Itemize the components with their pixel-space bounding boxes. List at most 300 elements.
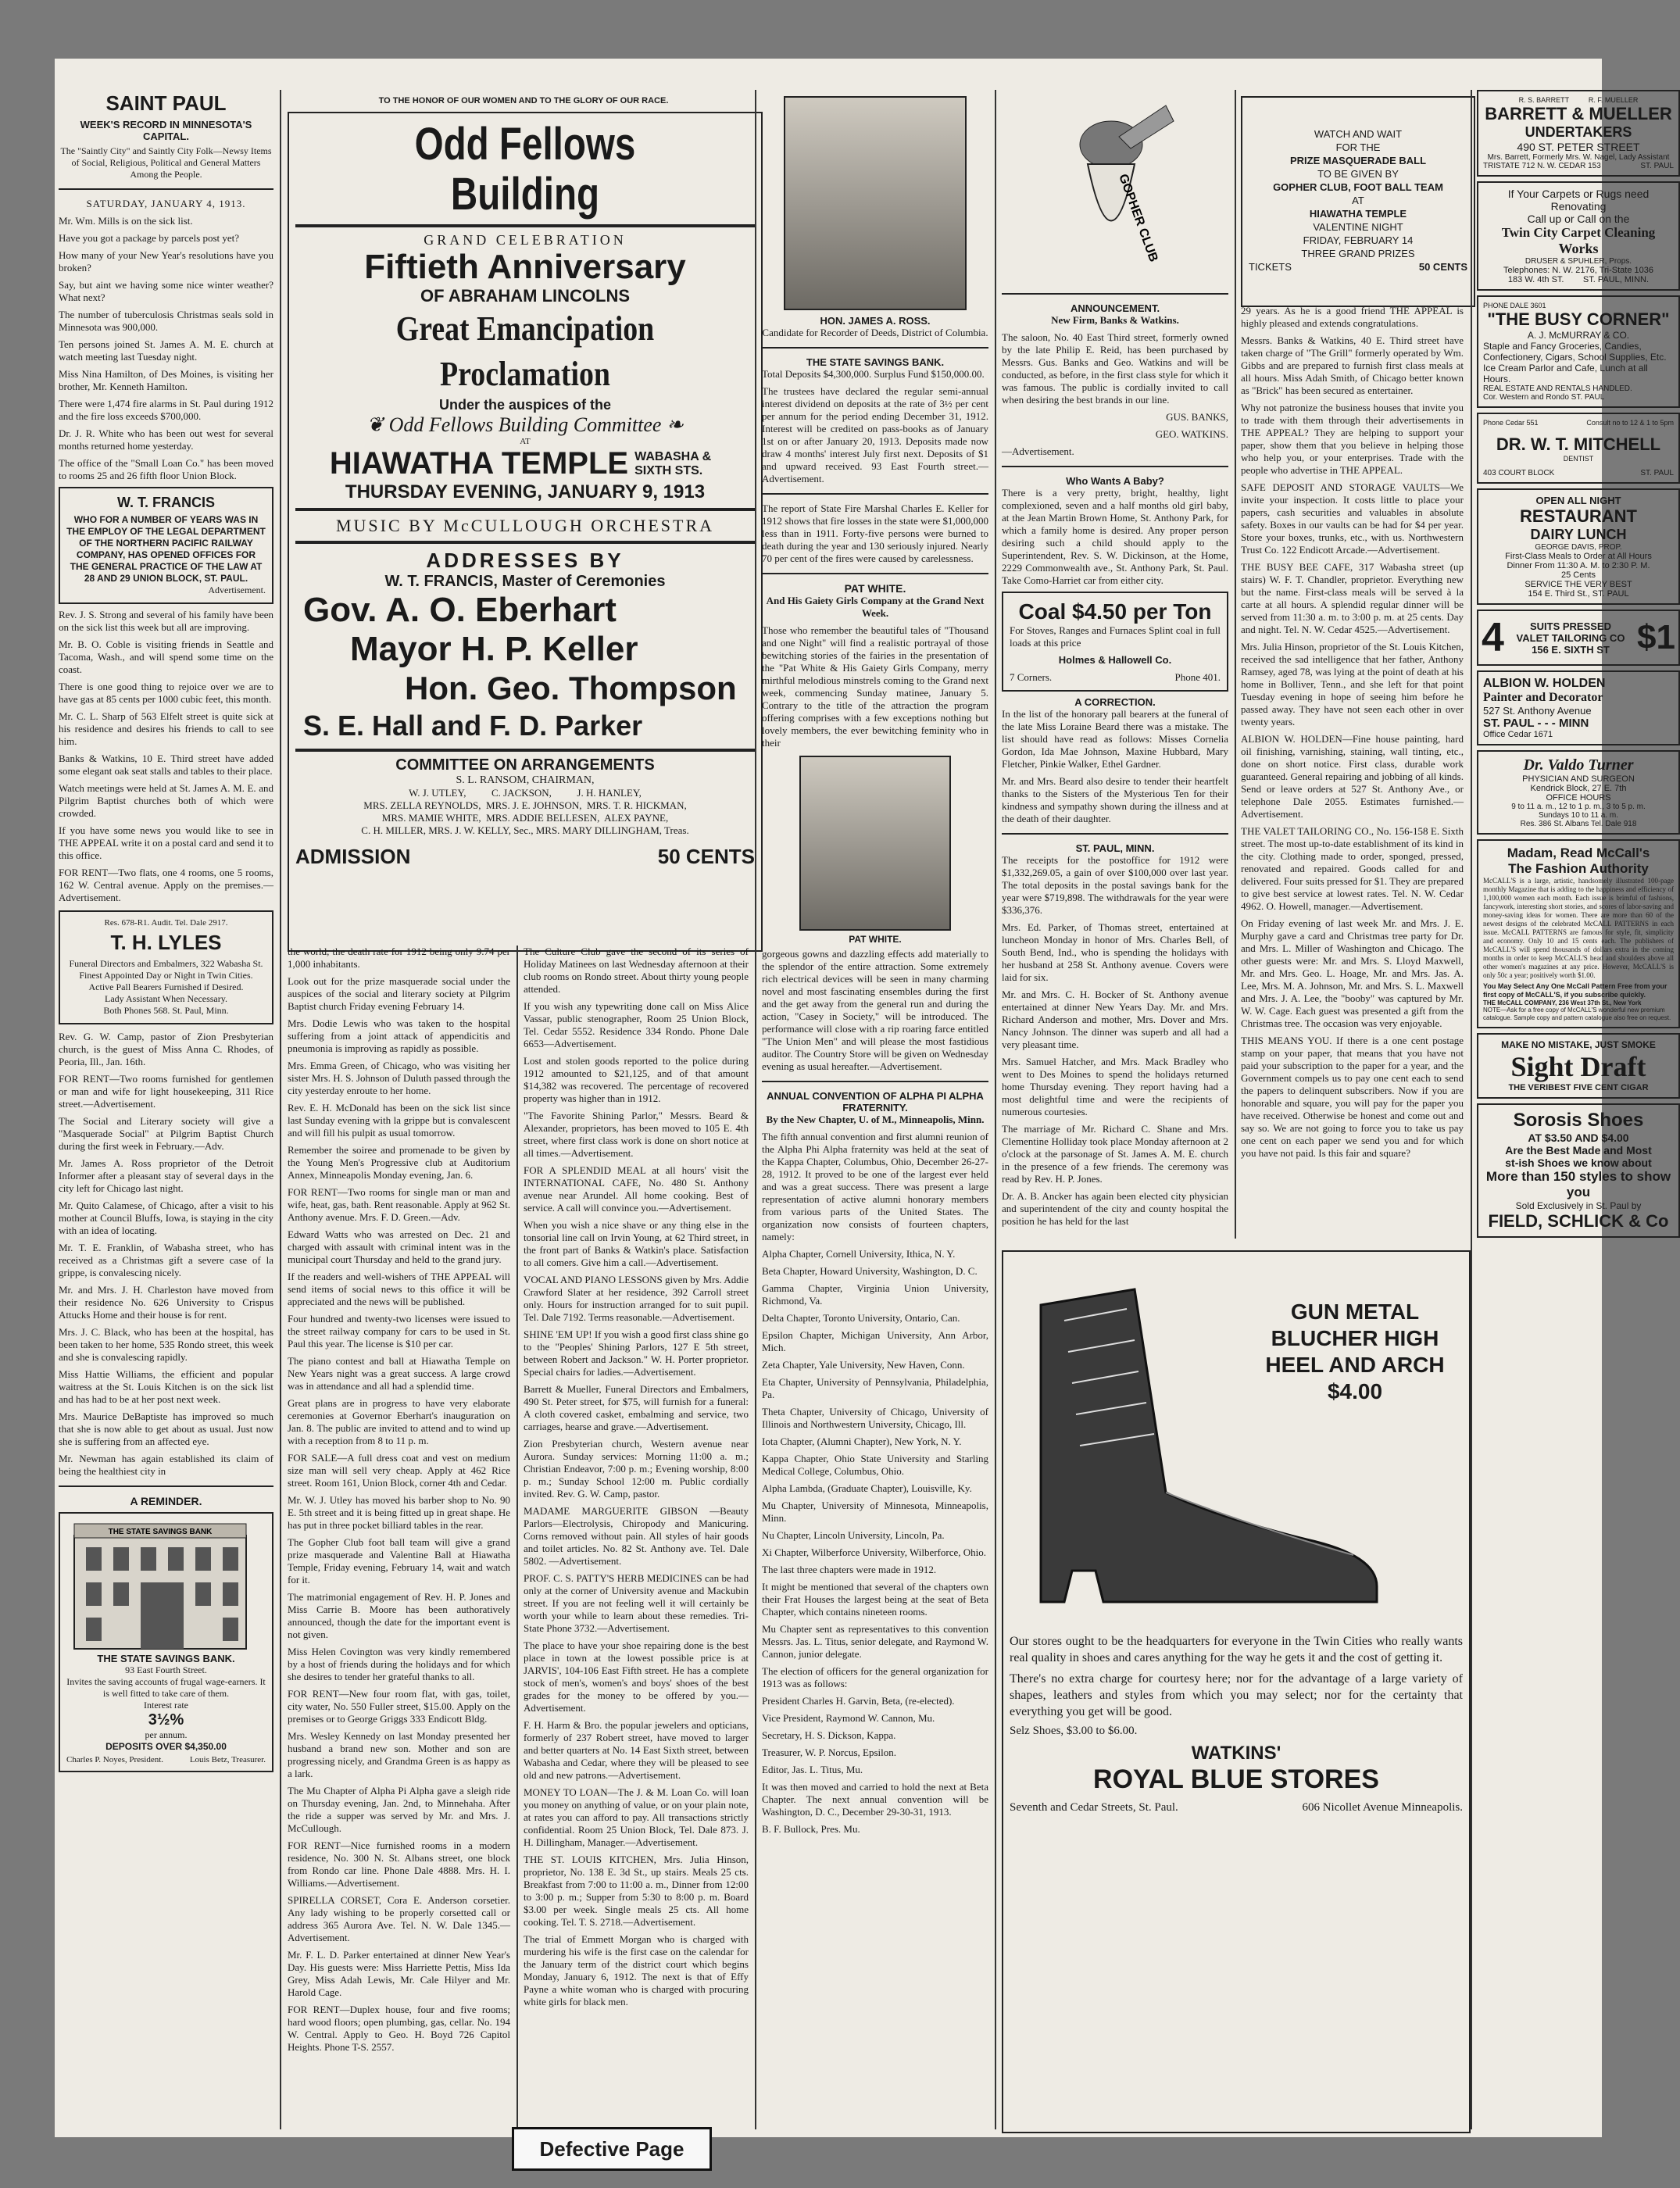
alpha-paragraph: Xi Chapter, Wilberforce University, Wilberforce, Ohio. — [762, 1546, 986, 1558]
valet-line2: VALET TAILORING CO — [1516, 631, 1625, 644]
turner-sub: PHYSICIAN AND SURGEON — [1522, 774, 1635, 784]
holden-sub: Painter and Decorator — [1483, 691, 1603, 704]
fire-report: The report of State Fire Marshal Charles E. Keller for 1912 shows that fire losses in the state were $1,000,000 less than in 1911. Forty-five persons were burned to death during the year and 130 seriously injured. Nearly 70 per cent of the fires were caused by carelessness. — [762, 502, 988, 564]
stpaul-paragraph: Dr. A. B. Ancker has again been elected city physician and superintendent of the city and county hospital the position he has held for the last — [1002, 1190, 1228, 1227]
sorosis-line7: FIELD, SCHLICK & Co — [1488, 1211, 1669, 1231]
bank-invite: Invites the saving accounts of frugal wage-earners. It is well fitted to take care of them. — [66, 1676, 266, 1699]
news-paragraph: PROF. C. S. PATTY'S HERB MEDICINES can be had only at the corner of University avenue and Mackubin street. If you are not feeling well it will certainly be worth your while to learn about these remedies. Tri-State Phone 3732.—Advertisement. — [524, 1572, 749, 1634]
mitchell-sub: DENTIST — [1563, 455, 1594, 463]
carpet-line5: Works — [1558, 241, 1599, 256]
news-paragraph: How many of your New Year's resolutions have you broken? — [59, 249, 273, 274]
alpha-paragraph: The election of officers for the general organization for 1913 was as follows: — [762, 1665, 988, 1689]
mccall-note: NOTE—Ask for a free copy of McCALL'S wonderful new premium catalogue. Sample copy and pattern catalogue also free on request. — [1483, 1006, 1671, 1021]
watch-line3: PRIZE MASQUERADE BALL — [1289, 155, 1427, 166]
odd-fellows-ad — [288, 112, 763, 952]
speaker-governor: Gov. A. O. Eberhart — [303, 591, 617, 629]
corner-phone: PHONE DALE 3601 — [1483, 302, 1546, 309]
news-paragraph: On Friday evening of last week Mr. and Mrs. J. E. Murphy gave a card and Christmas tree party for Dr. and Mrs. L. Miller of Washington and Chicago. The other guests were: Mr. and Mrs. S. Lloyd Maxwell, Mr. and Mrs. Geo. L. Hoage, Mr. and Mrs. Jas. A. Lee, Mrs. M. A. Johnson, Mr. and Mrs. S. L. Maxwell and Mrs. J. A. Lee, the "booby" was captured by Mr. W. W. Cage. Each guest was presented a gift from the Christmas tree. The occasion was very enjoyable. — [1241, 917, 1464, 1029]
watch-line7: HIAWATHA TEMPLE — [1309, 208, 1407, 220]
news-items-2 — [59, 609, 273, 904]
sorosis-line5: More than 150 styles to show you — [1485, 1169, 1671, 1199]
draft-line2: Sight Draft — [1510, 1051, 1646, 1082]
bank-notice — [762, 368, 988, 485]
alpha-paragraph: Vice President, Raymond W. Cannon, Mu. — [762, 1712, 935, 1724]
francis-name: W. T. FRANCIS — [117, 495, 215, 510]
news-paragraph: When you wish a nice shave or any thing else in the tonsorial line call on Irvin Young, at 62 Third street, in the front part of Banks & Watkin's place. Satisfaction to all comers. Give him a call.—Advertisement. — [524, 1219, 749, 1268]
shoe-body: Our stores ought to be the headquarters for everyone in the Twin Cities who really wants real quality in shoes and cares anything for the way he gets it and the cost of getting it. — [1010, 1635, 1463, 1664]
restaurant-line6: Dinner From 11:30 A. M. to 2:30 P. M. — [1507, 561, 1650, 570]
shoe-body-2: There's no extra charge for courtesy here; nor for the advantage of a large variety of shapes, leathers and styles from which you may select; nor for the certainty that everything you get will be good. — [1010, 1672, 1463, 1718]
news-paragraph: The Culture Club gave the second of its series of Holiday Matinees on last Wednesday afternoon at their club rooms on Rondo street. About thirty young people attended. — [524, 946, 749, 995]
lyles-line3: Active Pall Bearers Furnished if Desired. — [88, 981, 244, 992]
mccall-body: McCALL'S is a large, artistic, handsomely illustrated 100-page monthly Magazine that is adding to the happiness and efficiency of 1,100,000 women each month. Each issue is brimful of fashions, fancywork, interesting short stories, and scores of labor-saving and money-saving ideas for women. There are more than 60 of the newest designs of the celebrated McCALL PATTERNS in each issue. McCALL PATTERNS are famous for style, fit, simplicity and economy. Only 10 and 15 cents each. The publishers of McCALL'S will spend thousands of dollars extra in the coming months in order to keep McCALL'S head and shoulders above all other women's magazines at any price. However, McCALL'S is only 50c a year; positively worth $1.00. — [1483, 877, 1674, 979]
stpaul-paragraph: The receipts for the postoffice for 1912 were $1,332,269.05, a gain of over $100,000 over last year. The total deposits in the postal savings bank for the year were $719,898. The withdrawals for the year were $336,376. — [1002, 854, 1228, 916]
mitchell-name: DR. W. T. MITCHELL — [1496, 434, 1661, 454]
news-paragraph: "The Favorite Shining Parlor," Messrs. Beard & Alexander, proprietors, has been moved to 105 E. 4th street, where first class work is done on short notice at all times.—Advertisement. — [524, 1110, 749, 1159]
shoe-headline-line2: BLUCHER HIGH — [1271, 1326, 1439, 1350]
mccall-free: You May Select Any One McCall Pattern Free from your first copy of McCALL'S, if you subscribe quickly. — [1483, 982, 1667, 999]
watch-line8: VALENTINE NIGHT — [1313, 221, 1403, 233]
lyles-ad — [59, 910, 273, 1024]
pat-white-para: Those who remember the beautiful tales of "Thousand and one Night" will find a realistic portrayal of those bewitching stories of the fairies in the presentation of the "Pat White & His Gaiety Girls Company, merry mirthful melodious minstrels coming to the Grand next week, commencing Sunday matinee, January 5. Contrary to the title of the attraction the program offering comprises with a few exceptions nothing but lovely members, the ever bewitching feminity who in their — [762, 624, 988, 749]
baby-para: There is a very pretty, bright, healthy, light complexioned, seven and a half months old girl baby, at the Jean Martin Brown Home, St. Anthony Park, for which a family home is desired. Any proper person desiring such a child should apply to the Superintendent, Rev. S. W. Dickinson, at the Home, 2229 Commonwealth ave., St. Anthony Park, St. Paul. Take Como-Harriet car from either city. — [1002, 487, 1228, 586]
bank-paragraph: The trustees have declared the regular semi-annual interest dividend on deposits at the rate of 3½ per cent per annum for the period ending December 31, 1912. Interest will be credited on pass-books as of January 1st on or after January 20, 1913. Deposits made now draw 4 months' interest July first next. Deposits of $1 and upward received. 93 East Fourth street.—Advertisement. — [762, 385, 988, 484]
shoe-store: ROYAL BLUE STORES — [1093, 1764, 1379, 1794]
mitchell-phone: Phone Cedar 551 — [1483, 419, 1539, 427]
watch-tickets: TICKETS — [1249, 261, 1292, 273]
news-paragraph: Mr. and Mrs. J. H. Charleston have moved from their residence No. 626 University to Crispus Attucks Home and their house is for rent. — [59, 1284, 273, 1321]
news-paragraph: The place to have your shoe repairing done is the best place in town at the lowest possible price is at JARVIS', 104-106 East Fifth street. He has a complete stock of men's, women's and boys' shoes of the best grades for the money to be offered by you.—Advertisement. — [524, 1639, 749, 1714]
news-paragraph: the world, the death rate for 1912 being only 9.74 per 1,000 inhabitants. — [288, 946, 510, 970]
carpet-line2: Renovating — [1550, 200, 1607, 213]
news-paragraph: Miss Helen Covington was very kindly remembered by a host of friends during the holidays and for which she desires to tender her grateful thanks to all. — [288, 1646, 510, 1682]
news-paragraph: THIS MEANS YOU. If there is a one cent postage stamp on your paper, that means that you have not paid your subscription to the paper for a year, and the Government compels us to pay one cent each to send the papers to delinquent subscribers. Now if you are honorable and square, you will pay for the paper you have received. Otherwise be honest and come out and say so. We are not going to force you to take us pay one cent on each paper we send you and for which you have not paid. Is this fair and square? — [1241, 1035, 1464, 1159]
news-paragraph: SPIRELLA CORSET, Cora E. Anderson corsetier. Any lady wishing to be properly corsetted call or address 365 Aurora Ave. Tel. N. W. Dale 1345.—Advertisement. — [288, 1894, 510, 1943]
committee-chair: S. L. RANSOM, CHAIRMAN, — [456, 774, 595, 786]
bank-deposits: DEPOSITS OVER $4,350.00 — [105, 1741, 227, 1752]
column-saint-paul — [59, 90, 273, 2129]
news-paragraph: Mr. T. E. Franklin, of Wabasha street, who has received as a Christmas gift a severe case of la grippe, is convalescing nicely. — [59, 1242, 273, 1278]
news-paragraph: If you wish any typewriting done call on Miss Alice Vassar, public stenographer, Room 25 Union Block, Tel. Cedar 5552. Residence 334 Rondo. Phone Dale 6653—Advertisement. — [524, 1000, 749, 1049]
mccall-ad — [1477, 839, 1680, 1028]
column-news-2a — [288, 946, 510, 2137]
turner-ad — [1477, 750, 1680, 835]
alpha-paragraph: Epsilon Chapter, Michigan University, Ann Arbor, Mich. — [762, 1329, 988, 1353]
sorosis-line3: Are the Best Made and Most — [1505, 1144, 1652, 1157]
coal-phone: Phone 401. — [1174, 671, 1221, 683]
pat-white-head: PAT WHITE. — [844, 582, 906, 595]
news-items-3 — [59, 1031, 273, 1478]
watch-line5: GOPHER CLUB, FOOT BALL TEAM — [1273, 181, 1443, 193]
news-paragraph: The Social and Literary society will give a "Masquerade Social" at Pilgrim Baptist Church during the first week in February.—Adv. — [59, 1115, 273, 1152]
masthead: SAINT PAUL — [105, 91, 227, 115]
alpha-paragraph: Delta Chapter, Toronto University, Ontario, Can. — [762, 1312, 960, 1324]
barrett-title: BARRETT & MUELLER — [1485, 104, 1672, 123]
barrett-city: ST. PAUL — [1640, 162, 1674, 170]
news-paragraph: FOR RENT—Two rooms furnished for gentlemen or man and wife for light housekeeping, 311 Rice street.—Advertisement. — [59, 1073, 273, 1110]
correction-para: In the list of the honorary pall bearers at the funeral of the late Miss Loraine Beard there was a mistake. The list should have read as follows: Misses Cornelia Gordon, Ida Mae Johnson, Maxine Hubbard, Mary Fletcher, Pinkie Walker, Ethel Gardner. — [1002, 708, 1228, 770]
watch-price: 50 CENTS — [1418, 261, 1467, 273]
news-paragraph: There is one good thing to rejoice over we are to have gas at 85 cents per 1000 cubic feet, this month. — [59, 681, 273, 705]
committee-members-1: W. J. UTLEY, C. JACKSON, J. H. HANLEY, — [409, 787, 642, 799]
watch-line2: FOR THE — [1335, 141, 1381, 153]
alpha-sub: By the New Chapter, U. of M., Minneapolis, Minn. — [766, 1114, 985, 1125]
alpha-paragraph: Alpha Lambda, (Graduate Chapter), Louisville, Ky. — [762, 1482, 972, 1494]
alpha-paragraph: Treasurer, W. P. Norcus, Epsilon. — [762, 1746, 896, 1758]
news-paragraph: Watch meetings were held at St. James A. M. E. and Pilgrim Baptist churches both of which were crowded. — [59, 782, 273, 819]
watch-line4: TO BE GIVEN BY — [1317, 168, 1399, 180]
news-paragraph: The Mu Chapter of Alpha Pi Alpha gave a sleigh ride on Thursday evening, Jan. 2nd, to Minnehaha. After the ride a supper was served by Mr. and Mrs. J. McCullough. — [288, 1785, 510, 1834]
draft-line3: THE VERIBEST FIVE CENT CIGAR — [1508, 1083, 1649, 1092]
bank-rate: 3½% — [148, 1711, 184, 1729]
pat-white-photo-caption: PAT WHITE. — [849, 934, 902, 945]
coal-sub: For Stoves, Ranges and Furnaces Splint coal in full loads at this price — [1010, 624, 1221, 649]
holden-ad — [1477, 670, 1680, 745]
news-paragraph: FOR RENT—Two flats, one 4 rooms, one 5 rooms, 162 W. Central avenue. Apply on the premises.—Advertisement. — [59, 867, 273, 903]
gopher-club-illustration — [1002, 90, 1221, 285]
news-paragraph: 29 years. As he is a good friend THE APPEAL is highly pleased and extends congratulations. — [1241, 305, 1464, 329]
alpha-paragraph: Secretary, H. S. Dickson, Kappa. — [762, 1729, 896, 1741]
shoe-headline-line1: GUN METAL — [1290, 1300, 1420, 1324]
news-paragraph: THE BUSY BEE CAFE, 317 Wabasha street (up stairs) W. F. T. Chandler, proprietor. Everything new but the name. First-class meals will be served à la carte at all hours. A splendid regular dinner will be served from 11:30 a. m. to 3:00 p. m. at 25 cents. Day and night. Tel. N. W. Cedar 4525.—Advertisement. — [1241, 561, 1464, 635]
lyles-line2: Finest Appointed Day or Night in Twin Cities. — [79, 970, 253, 981]
alpha-paragraph: Eta Chapter, University of Pennsylvania, Philadelphia, Pa. — [762, 1376, 988, 1400]
great-emancipation: Great Emancipation Proclamation — [395, 309, 655, 393]
bank-signature-treasurer: Louis Betz, Treasurer. — [189, 1755, 266, 1764]
tagline: The "Saintly City" and Saintly City Folk—Newsy Items of Social, Religious, Political and General Matters Among the People. — [60, 145, 272, 180]
news-paragraph: If you have some news you would like to see in THE APPEAL write it on a postal card and send it to this office. — [59, 824, 273, 861]
corner-line3: REAL ESTATE AND RENTALS HANDLED. — [1483, 384, 1632, 393]
coal-ad — [1002, 592, 1228, 692]
turner-line1: OFFICE HOURS — [1546, 793, 1611, 803]
barrett-mueller-ad — [1477, 90, 1680, 177]
alpha-paragraph: The last three chapters were made in 1912. — [762, 1564, 937, 1575]
news-paragraph: FOR A SPLENDID MEAL at all hours' visit the INTERNATIONAL CAFE, No. 480 St. Anthony avenue near Arundel. All home cooking. Best of service. A call will convince you.—Advertisement. — [524, 1164, 749, 1214]
column-ads — [1477, 90, 1680, 2129]
alpha-paragraph: Mu Chapter, University of Minnesota, Minneapolis, Minn. — [762, 1500, 988, 1524]
pat-white-photo — [799, 756, 951, 931]
news-paragraph: SAFE DEPOSIT AND STORAGE VAULTS—We invite your inspection. It costs little to place your papers, cash securities and valuables in absolute safety. Boxes in our vaults can be had for $4 per year. Store your boxes, trunks, etc., with us. Northwestern Trust Co. 122 Endicott Arcade.—Advertisement. — [1241, 481, 1464, 556]
news-paragraph: The number of tuberculosis Christmas seals sold in Minnesota was 900,000. — [59, 309, 273, 333]
news-paragraph: F. H. Harm & Bro. the popular jewelers and opticians, formerly of 237 Robert street, have moved to larger and better quarters at No. 14 East Sixth street, between Wabasha and Cedar, where they will be pleased to see old and new patrons.—Advertisement. — [524, 1719, 749, 1781]
stpaul-paragraph: Mr. and Mrs. C. H. Bocker of St. Anthony avenue entertained at dinner New Years Day. Mr. and Mrs. Richard Anderson and mother, Mrs. Dover and Mrs. Nancy Johnson. The dinner was superb and all had a very pleasant time. — [1002, 989, 1228, 1050]
francis-adv: Advertisement. — [208, 585, 266, 595]
sorosis-ad — [1477, 1103, 1680, 1238]
news-paragraph: The trial of Emmett Morgan who is charged with murdering his wife is the first case on the calendar for the January term of the district court which begins Monday, January 6, 1912. The next is that of Effy Payne a white woman who is charged with procuring white girls for black men. — [524, 1933, 749, 2007]
coal-firm: Holmes & Hallowell Co. — [1058, 654, 1172, 666]
news-items-1 — [59, 215, 273, 482]
leaf-ornament-icon: ❦ — [366, 413, 389, 436]
shoe-headline-line3: HEEL AND ARCH — [1265, 1353, 1445, 1377]
carpet-line8: 183 W. 4th ST. ST. PAUL, MINN. — [1507, 275, 1650, 284]
bank-name: THE STATE SAVINGS BANK. — [97, 1653, 235, 1664]
bank-signature-president: Charles P. Noyes, President. — [66, 1755, 164, 1764]
news-paragraph: Mrs. Julia Hinson, proprietor of the St. Louis Kitchen, received the sad intelligence that her father, Anthony Ramsey, aged 78, was lying at the point of death at his home in Bolliver, Tenn., and she left for that point Tuesday evening in hope of seeing him before he passed away. They have not seen each other in over twenty years. — [1241, 641, 1464, 728]
news-paragraph: Mrs. J. C. Black, who has been at the hospital, has been taken to her home, 535 Rondo street, this week and she is convalescing rapidly. — [59, 1326, 273, 1363]
news-paragraph: MONEY TO LOAN—The J. & M. Loan Co. will loan you money on anything of value, or on your plain note, at rates you can afford to pay. All transactions strictly confidential. Room 25 Union Block, Tel. Dale 873. J. H. Dillingham, Manager.—Advertisement. — [524, 1786, 749, 1848]
ross-caption: HON. JAMES A. ROSS. — [820, 315, 931, 327]
news-paragraph: Zion Presbyterian church, Western avenue near Aurora. Sunday services: Morning 11:00 a. m.; Christian Endeavor, 7:00 p. m.; Evening worship, 8:00 p. m.; Sunday School 12:00 m. Public cordially invited. Rev. G. W. Camp, pastor. — [524, 1438, 749, 1500]
addresses-by: ADDRESSES BY — [426, 549, 624, 572]
watch-line1: WATCH AND WAIT — [1314, 128, 1403, 140]
barrett-sub: UNDERTAKERS — [1525, 124, 1632, 140]
announcement-para: The saloon, No. 40 East Third street, formerly owned by the late Philip E. Reid, has been purchased by Messrs. Gus. Banks and Geo. Watkins and will be conducted, as before, in the first class style for which it was famous. The public is cordially invited to call when desiring the best brands in our line. — [1002, 331, 1228, 406]
news-paragraph: Great plans are in progress to have very elaborate ceremonies at Governor Eberhart's inauguration on Jan. 8. The public are invited to attend and to wind up with a reception from 8 to 11 p. m. — [288, 1397, 510, 1446]
news-paragraph: Rev. E. H. McDonald has been on the sick list since last Sunday evening with la grippe but is convalescent and will fill his pulpit as usual tomorrow. — [288, 1102, 510, 1139]
sorosis-line2: AT $3.50 AND $4.00 — [1528, 1132, 1629, 1144]
news-paragraph: FOR RENT—Two rooms for single man or man and wife, heat, gas, bath. Rent reasonable. Apply at 962 St. Anthony avenue. Mrs. F. D. Green.—Adv. — [288, 1186, 510, 1223]
news-paragraph: There were 1,474 fire alarms in St. Paul during 1912 and the fire loss exceeds $700,000. — [59, 398, 273, 422]
carpet-line6: DRUSER & SPUHLER, Props. — [1525, 257, 1632, 266]
coal-title: Coal $4.50 per Ton — [1018, 599, 1212, 624]
pat-white-para-2: gorgeous gowns and dazzling effects add materially to the splendor of the entire attraction. Some extremely rich electrical devices will be seen in many charming novel and most fascinating ensembles during the first and the get away from the general run and during the action, "Casey in Society," will be introduced. The performance will close with a rip roaring farce entitled "The Union Men" and will please the most fastidious auditor. The Country Store will be given on Wednesday evening as usual hereafter.—Advertisement. — [762, 948, 988, 1072]
news-paragraph: Look out for the prize masquerade social under the auspices of the social and literary society at Pilgrim Baptist church Friday evening February 14. — [288, 975, 510, 1012]
masquerade-ball-ad — [1241, 96, 1475, 307]
news-paragraph: FOR SALE—A full dress coat and vest on medium size man will sell very cheap. Apply at 462 Rice street. Room 161, Union Block, corner 4th and Cedar. — [288, 1452, 510, 1489]
correction-head: A CORRECTION. — [1074, 696, 1156, 708]
alpha-paragraph: Theta Chapter, University of Chicago, University of Illinois and Northwestern University, Chicago, Ill. — [762, 1406, 988, 1430]
alpha-paragraph: Nu Chapter, Lincoln University, Lincoln, Pa. — [762, 1529, 945, 1541]
baby-head: Who Wants A Baby? — [1066, 475, 1164, 487]
turner-line3: Sundays 10 to 11 a. m. — [1538, 811, 1619, 820]
restaurant-ad — [1477, 488, 1680, 605]
news-paragraph: Messrs. Banks & Watkins, 40 E. Third street have taken charge of "The Grill" formerly operated by Wm. Gibbs and are prepared to furnish first class meals at all hours. Miss Adah Smith, of Chicago better known as "Brick" has been secured as entertainer. — [1241, 334, 1464, 396]
speaker-mayor: Mayor H. P. Keller — [350, 630, 638, 668]
shoe-headline-line4: $4.00 — [1327, 1379, 1383, 1403]
bank-address: 93 East Fourth Street. — [125, 1664, 207, 1675]
news-paragraph: THE ST. LOUIS KITCHEN, Mrs. Julia Hinson, proprietor, No. 138 E. 3d St., up stairs. Meals 25 cts. Breakfast from 7:00 to 11:00 a. m., Dinner from 12:00 to 3:00 p. m.; Supper from 5:30 to 8:00 p. m. Board $3.00 per week. Single meals 25 cts. All home cooking. Tel. T. S. 2718.—Advertisement. — [524, 1854, 749, 1928]
news-paragraph: Rev. J. S. Strong and several of his family have been on the sick list this week but all are improving. — [59, 609, 273, 633]
corner-line1: Staple and Fancy Groceries, Candies, Confectionery, Cigars, School Supplies, Etc. — [1483, 341, 1667, 363]
column-society — [762, 90, 988, 2129]
news-paragraph: Miss Nina Hamilton, of Des Moines, is visiting her brother, Mr. Kenneth Hamilton. — [59, 368, 273, 392]
news-paragraph: FOR RENT—Nice furnished rooms in a modern residence, No. 300 N. St. Albans street, one block from Rondo car line. Phone Dale 4888. Mrs. H. I. Williams.—Advertisement. — [288, 1839, 510, 1889]
news-paragraph: Remember the soiree and promenade to be given by the Young Men's Progressive club at Auditorium Annex, Minneapolis Monday evening, Jan. 6. — [288, 1144, 510, 1181]
coal-address: 7 Corners. — [1010, 671, 1053, 683]
mitchell-city: ST. PAUL — [1640, 469, 1674, 477]
news-paragraph: Mr. Wm. Mills is on the sick list. — [59, 215, 193, 227]
alpha-paragraph: The fifth annual convention and first alumni reunion of the Alpha Phi Alpha fraternity was held at the seat of the Kappa Chapter, Columbus, Ohio, December 26-27-28, 1912. It proved to be one of the largest ever held and was a great success. There was present a large representation of active alumni honorary members from various parts of the United States. The organization now consists of fourteen chapters, namely: — [762, 1131, 988, 1242]
venue-address: WABASHA & SIXTH STS. — [634, 449, 712, 477]
event-date: THURSDAY EVENING, JANUARY 9, 1913 — [345, 481, 706, 502]
dateline: SATURDAY, JANUARY 4, 1913. — [86, 198, 246, 209]
fiftieth-anniversary: Fiftieth Anniversary — [364, 248, 686, 286]
reminder-title: A REMINDER. — [130, 1495, 202, 1507]
barrett-assistant: Mrs. Barrett, Formerly Mrs. W. Nagel, Lady Assistant — [1487, 153, 1670, 162]
stpaul-head: ST. PAUL, MINN. — [1075, 842, 1155, 854]
news-paragraph: Miss Hattie Williams, the efficient and popular waitress at the St. Louis Kitchen is on the sick list and has had to be at her post next week. — [59, 1368, 273, 1405]
news-paragraph: Say, but aint we having some nice winter weather? What next? — [59, 279, 273, 303]
valet-line3: 156 E. SIXTH ST — [1532, 643, 1610, 656]
turner-address: Kendrick Block, 27 E. 7th — [1530, 784, 1627, 793]
speaker-thompson: Hon. Geo. Thompson — [405, 670, 737, 706]
carpet-line7: Telephones: N. W. 2176, Tri-State 1036 — [1503, 266, 1653, 275]
admission-label: ADMISSION — [295, 845, 411, 868]
restaurant-line8: SERVICE THE VERY BEST — [1525, 580, 1632, 589]
news-paragraph: FOR RENT—New four room flat, with gas, toilet, city water, No. 550 Fuller street, $15.00. Apply on the premises or to George Griggs 333 Endicott Bldg. — [288, 1688, 510, 1725]
lyles-line5: Both Phones 568. St. Paul, Minn. — [103, 1005, 229, 1016]
odd-fellows-title: Odd Fellows Building — [414, 119, 636, 220]
of-abraham-lincolns: OF ABRAHAM LINCOLNS — [420, 286, 631, 306]
barrett-address: 490 ST. PETER STREET — [1517, 141, 1640, 153]
pat-white-sub: And His Gaiety Girls Company at the Grand Next Week. — [766, 595, 985, 619]
correction-para-2: Mr. and Mrs. Beard also desire to tender their heartfelt thanks to the Sisters of the Mysterious Ten for their kindness and sympathy shown during the illness and at the death of their daughter. — [1002, 775, 1228, 824]
bank-ad — [59, 1512, 273, 1772]
news-paragraph: Rev. G. W. Camp, pastor of Zion Presbyterian church, is the guest of Miss Anna C. Rhodes, of Peoria, Ill., Jan. 16th. — [59, 1031, 273, 1067]
announcement-sig1: GUS. BANKS, — [1166, 411, 1228, 423]
draft-line1: MAKE NO MISTAKE, JUST SMOKE — [1501, 1039, 1656, 1050]
watch-line6: AT — [1352, 195, 1364, 206]
news-paragraph: If the readers and well-wishers of THE APPEAL will send items of social news to this office it will be appreciated and the news will be published. — [288, 1271, 510, 1307]
announcement-sub: New Firm, Banks & Watkins. — [1051, 314, 1179, 326]
announcement-sig2: GEO. WATKINS. — [1155, 428, 1228, 440]
news-paragraph: Four hundred and twenty-two licenses were issued to the street railway company for cars to be used in St. Paul this year. The license is $10 per car. — [288, 1313, 510, 1350]
alpha-paragraph: Alpha Chapter, Cornell University, Ithica, N. Y. — [762, 1248, 956, 1260]
news-paragraph: Mr. Newman has again established its claim of being the healthiest city in — [59, 1453, 273, 1477]
news-paragraph: Mrs. Wesley Kennedy on last Monday presented her husband a brand new son. Mother and son are progressing nicely, and Grandma Green is as happy as a lark. — [288, 1730, 510, 1779]
bank-building-illustration — [66, 1520, 254, 1653]
news-paragraph: FOR RENT—Duplex house, four and five rooms; hard wood floors; open plumbing, gas, cellar. No. 194 W. Central. Apply to Geo. H. Boyd 726 Capitol Heights. Phone T-S. 2557. — [288, 2004, 510, 2053]
carpet-ad — [1477, 181, 1680, 291]
valet-number: 4 — [1482, 615, 1504, 660]
grand-celebration: GRAND CELEBRATION — [424, 232, 627, 248]
news-paragraph: SHINE 'EM UP! If you wish a good first class shine go to the "Peoples' Shining Parlors, 127 E 5th street, between Robert and Jackson." W. H. Porter proprietor. Special chairs for ladies.—Advertisement. — [524, 1328, 749, 1378]
corner-line2: Ice Cream Parlor and Cafe, Lunch at all Hours. — [1483, 363, 1648, 384]
committee-members-2: MRS. ZELLA REYNOLDS, MRS. J. E. JOHNSON, MRS. T. R. HICKMAN, — [363, 799, 687, 811]
news-paragraph: Barrett & Mueller, Funeral Directors and Embalmers, 490 St. Peter street, for $75, will furnish for a funeral: A cloth covered casket, embalming and service, two carriages, hearse and grave.—Advertisement. — [524, 1383, 749, 1432]
news-paragraph: ALBION W. HOLDEN—Fine house painting, hard oil finishing, varnishing, staining, wall tinting, etc., done on short notice. First class, durable work guaranteed. General repairing and jobbing of all kinds. Send or leave orders at 527 St. Anthony Ave., or telephone Dale 2055. Estimates furnished.—Advertisement. — [1241, 733, 1464, 820]
auspices: Under the auspices of the — [438, 397, 612, 413]
announcement-head: ANNOUNCEMENT. — [1070, 302, 1160, 314]
francis-ad — [59, 487, 273, 604]
alpha-paragraph: It might be mentioned that several of the chapters own their Frat Houses the largest being at the seat of Beta Chapter, which contains nineteen rooms. — [762, 1581, 988, 1618]
mitchell-ad — [1477, 413, 1680, 484]
shoe-headline — [1261, 1299, 1449, 1405]
barrett-phone: TRISTATE 712 N. W. CEDAR 153 — [1483, 162, 1601, 170]
alpha-paragraph: Gamma Chapter, Virginia Union University, Richmond, Va. — [762, 1282, 988, 1307]
committee-name: Odd Fellows Building Committee — [388, 413, 662, 436]
news-paragraph: Lost and stolen goods reported to the police during 1912 amounted to $21,125, and of that amount $14,382 was recovered. The percentage of recovered property was higher than in 1912. — [524, 1055, 749, 1104]
ross-subcaption: Candidate for Recorder of Deeds, District of Columbia. — [762, 327, 988, 338]
leaf-ornament-icon: ❧ — [661, 413, 684, 436]
news-paragraph: Mr. James A. Ross proprietor of the Detroit Informer after a pleasant stay of several days in the city left for Chicago last night. — [59, 1157, 273, 1194]
news-paragraph: Banks & Watkins, 10 E. Third street have added some elegant oak seat stalls and tables to their place. — [59, 753, 273, 777]
stpaul-paragraph: The marriage of Mr. Richard C. Shane and Mrs. Clementine Holliday took place Monday afternoon at 2 o'clock at the parsonage of St. James A. M. E. church in the presence of a few friends. The ceremony was read by Rev. H. P. Jones. — [1002, 1123, 1228, 1185]
news-paragraph: The office of the "Small Loan Co." has been moved to rooms 25 and 26 fifth floor Union Block. — [59, 457, 273, 481]
subhead: WEEK'S RECORD IN MINNESOTA'S CAPITAL. — [80, 119, 252, 142]
alpha-paragraph: Iota Chapter, (Alumni Chapter), New York, N. Y. — [762, 1435, 962, 1447]
news-paragraph: Mr. C. L. Sharp of 563 Elfelt street is quite sick at his residence and desires his friends to call to see him. — [59, 710, 273, 747]
column-announcements — [1002, 90, 1228, 1239]
restaurant-line3: DAIRY LUNCH — [1530, 527, 1627, 542]
news-paragraph: THE VALET TAILORING CO., No. 156-158 E. Sixth street. The most up-to-date establishment of its kind in the city. Clothing made to order, sponged, pressed, renovated and repaired. Goods called for and delivered. Four suits pressed for $1. They are prepared to give best service at lowest rates. Tel. N. W. Cedar 4962. O. Howell, manager.—Advertisement. — [1241, 825, 1464, 912]
stpaul-items — [1002, 854, 1228, 1228]
speaker-hall-parker: S. E. Hall and F. D. Parker — [303, 710, 643, 742]
mccall-title-2: The Fashion Authority — [1508, 861, 1649, 876]
lyles-name: T. H. LYLES — [110, 931, 222, 954]
committee-title: COMMITTEE ON ARRANGEMENTS — [395, 756, 655, 774]
bank-paragraph: Total Deposits $4,300,000. Surplus Fund $150,000.00. — [762, 368, 985, 380]
news-paragraph: Mr. B. O. Coble is visiting friends in Seattle and Tacoma, Wash., and will spend some time on the coast. — [59, 638, 273, 675]
watch-line10: THREE GRAND PRIZES — [1301, 248, 1415, 259]
alpha-paragraph: Editor, Jas. L. Titus, Mu. — [762, 1764, 863, 1775]
lyles-line1: Funeral Directors and Embalmers, 322 Wabasha St. — [69, 958, 263, 969]
bank-head: THE STATE SAVINGS BANK. — [806, 356, 945, 368]
stpaul-paragraph: Mrs. Samuel Hatcher, and Mrs. Mack Bradley who went to Des Moines to spend the holidays returned home Thursday evening. They report having had a most delightful time and were the recipients of numerous courtesies. — [1002, 1056, 1228, 1117]
committee-members-3: MRS. MAMIE WHITE, MRS. ADDIE BELLESEN, ALEX PAYNE, — [381, 812, 669, 824]
busy-corner-ad — [1477, 295, 1680, 408]
carpet-line3: Call up or Call on the — [1527, 213, 1630, 225]
sorosis-line4: st-ish Shoes we know about — [1505, 1157, 1652, 1169]
news-paragraph: The piano contest and ball at Hiawatha Temple on New Years night was a great success. A large crowd was in attendance and all had a splendid time. — [288, 1355, 510, 1392]
mitchell-address: 403 COURT BLOCK — [1483, 469, 1555, 477]
news-paragraph: Why not patronize the business houses that invite you to trade with them through their advertisements in THE APPEAL? They are helping to support your paper, show them that you believe in helping those who help you, or your enterprises. Trade with the people who advertise in THE APPEAL. — [1241, 402, 1464, 476]
corner-title: "THE BUSY CORNER" — [1487, 309, 1670, 329]
news-paragraph: Mr. F. L. D. Parker entertained at dinner New Year's Day. His guests were: Miss Harriette Pettis, Miss Ida Grey, Miss Adah Lewis, Mr. Cale Hilyer and Mr. Harold Cage. — [288, 1949, 510, 1998]
bank-rate-per: per annum. — [145, 1729, 188, 1740]
carpet-line4: Twin City Carpet Cleaning — [1501, 225, 1656, 240]
news-paragraph: Dr. J. R. White who has been out west for several months returned home yesterday. — [59, 427, 273, 452]
alpha-paragraph: President Charles H. Garvin, Beta, (re-elected). — [762, 1695, 955, 1707]
news-paragraph: VOCAL AND PIANO LESSONS given by Mrs. Addie Crawford Slater at her residence, 392 Carroll street only. Hours for instruction arranged for to suit pupil. Tel. Dale 7192. Terms reasonable.—Advertisement. — [524, 1274, 749, 1323]
mccall-footer: THE McCALL COMPANY, 236 West 37th St., New York — [1483, 999, 1642, 1006]
master-of-ceremonies: W. T. FRANCIS, Master of Ceremonies — [384, 573, 666, 590]
news-paragraph: Mrs. Maurice DeBaptiste has improved so much that she is now able to get about as usual. Just now she is suffering from an affected eye. — [59, 1410, 273, 1447]
announcement-adv: —Advertisement. — [1002, 445, 1074, 457]
alpha-paragraph: It was then moved and carried to hold the next at Beta Chapter. The next annual convention will be Washington, D. C., December 29-30-31, 1913. — [762, 1781, 988, 1818]
restaurant-line9: 154 E. Third St., ST. PAUL — [1528, 589, 1629, 599]
turner-line4: Res. 386 St. Albans Tel. Dale 918 — [1520, 820, 1637, 828]
news-paragraph: Have you got a package by parcels post yet? — [59, 232, 240, 244]
shoe-price: Selz Shoes, $3.00 to $6.00. — [1010, 1725, 1138, 1737]
news-paragraph: Mrs. Emma Green, of Chicago, who was visiting her sister Mrs. H. S. Johnson of Duluth passed through the city yesterday enroute to her home. — [288, 1060, 510, 1096]
valet-price: $1 — [1637, 618, 1675, 656]
mitchell-hours: Consult no to 12 & 1 to 5pm — [1586, 419, 1674, 427]
sorosis-line1: Sorosis Shoes — [1513, 1110, 1644, 1131]
news-paragraph: Mr. Quito Calamese, of Chicago, after a visit to his mother at Council Bluffs, Iowa, is staying in the city with an idea of locating. — [59, 1199, 273, 1236]
building-committee — [295, 413, 755, 437]
news-paragraph: Ten persons joined St. James A. M. E. church at watch meeting last Tuesday night. — [59, 338, 273, 363]
news-paragraph: MADAME MARGUERITE GIBSON —Beauty Parlors—Electrolysis, Chiropody and Manicuring. Corns removed without pain. All styles of hair goods and toilet articles. No. 82 St. Anthony ave. Tel. Dale 5802. —Advertisement. — [524, 1505, 749, 1567]
turner-name: Dr. Valdo Turner — [1523, 756, 1634, 774]
alpha-head: ANNUAL CONVENTION OF ALPHA PI ALPHA FRATERNITY. — [767, 1090, 984, 1114]
shoe-address-minneapolis: 606 Nicollet Avenue Minneapolis. — [1302, 1801, 1463, 1814]
sorosis-line6: Sold Exclusively in St. Paul by — [1515, 1200, 1642, 1211]
news-paragraph: The Gopher Club foot ball team will give a grand prize masquerade and Valentine Ball at Hiawatha Temple, Friday evening, February 14, wait and watch for it. — [288, 1536, 510, 1586]
news-paragraph: Edward Watts who was arrested on Dec. 21 and charged with assault with criminal intent was in the municipal court Thursday and held to the grand jury. — [288, 1228, 510, 1265]
ross-portrait — [784, 96, 967, 310]
restaurant-line4: GEORGE DAVIS, PROP. — [1535, 543, 1622, 552]
restaurant-line2: RESTAURANT — [1520, 506, 1637, 526]
holden-city: ST. PAUL - - - MINN — [1483, 717, 1589, 730]
corner-line4: Cor. Western and Rondo ST. PAUL — [1483, 393, 1605, 402]
carpet-line1: If Your Carpets or Rugs need — [1507, 188, 1650, 200]
alpha-paragraph: Zeta Chapter, Yale University, New Haven, Conn. — [762, 1359, 965, 1371]
corner-owner: A. J. McMURRAY & CO. — [1527, 330, 1630, 341]
committee-members-4: C. H. MILLER, MRS. J. W. KELLY, Sec., MRS. MARY DILLINGHAM, Treas. — [361, 824, 689, 836]
at-label: AT — [520, 437, 531, 446]
francis-body: WHO FOR A NUMBER OF YEARS WAS IN THE EMPLOY OF THE LEGAL DEPARTMENT OF THE NORTHERN PACIFIC RAILWAY COMPANY, HAS OPENED OFFICES FOR THE GENERAL PRACTICE OF THE LAW AT 28 AND 29 UNION BLOCK, ST. PAUL. — [66, 514, 266, 584]
watch-line9: FRIDAY, FEBRUARY 14 — [1303, 234, 1414, 246]
stpaul-paragraph: Mrs. Ed. Parker, of Thomas street, entertained at luncheon Monday in honor of Mrs. Charles Bell, of South Bend, Ind., who is spending the holidays with her husband at 258 St. Anthony avenue. Covers were laid for six. — [1002, 921, 1228, 983]
alpha-paragraph: Kappa Chapter, Ohio State University and Starling Medical College, Columbus, Ohio. — [762, 1453, 988, 1477]
gopher-club-label: GOPHER CLUB — [1116, 172, 1160, 264]
sight-draft-ad — [1477, 1033, 1680, 1099]
bank-building-label: THE STATE SAVINGS BANK — [108, 1528, 213, 1536]
lyles-line4: Lady Assistant When Necessary. — [105, 993, 227, 1004]
restaurant-line1: OPEN ALL NIGHT — [1535, 495, 1621, 506]
venue: HIAWATHA TEMPLE — [329, 446, 629, 481]
